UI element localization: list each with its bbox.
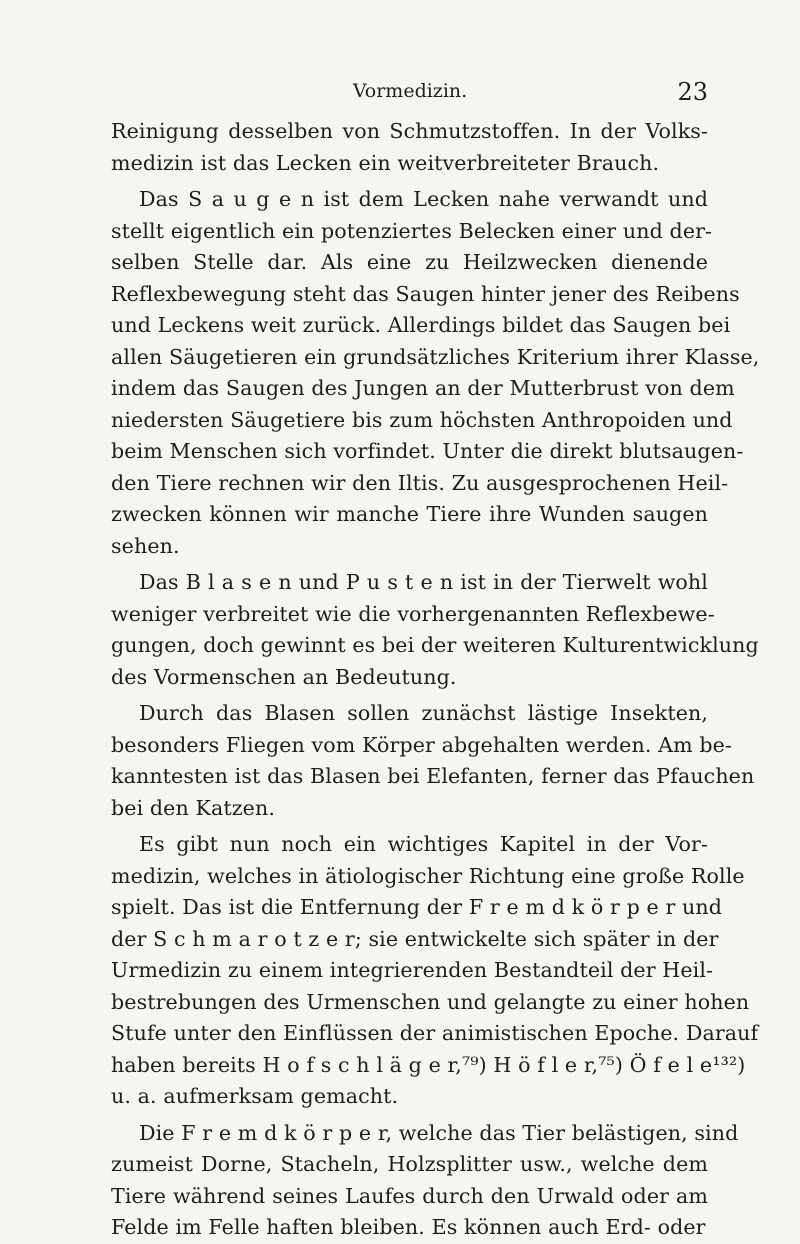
text-line: Das S a u g e n ist dem Lecken nahe verwandt und (139, 187, 708, 211)
page-number: 23 (677, 78, 708, 106)
text-line: der S c h m a r o t z e r; sie entwickelte sich später in der (111, 926, 719, 951)
text-line: den Tiere rechnen wir den Iltis. Zu ausgesprochenen Heil- (111, 470, 729, 495)
paragraph (111, 116, 708, 179)
text-line: Das B l a s e n und P u s t e n ist in der Tierwelt wohl (139, 570, 708, 594)
text-line: medizin, welches in ätiologischer Richtung eine große Rolle (111, 863, 745, 888)
paragraph (111, 1118, 739, 1244)
text-line: allen Säugetieren ein grundsätzliches Kriterium ihrer Klasse, (111, 344, 760, 369)
text-line: selben Stelle dar. Als eine zu Heilzwecken dienende (111, 250, 708, 274)
text-line: stellt eigentlich ein potenziertes Belecken einer und der- (111, 218, 713, 243)
text-line: bestrebungen des Urmenschen und gelangte zu einer hohen (111, 989, 750, 1014)
text-line: Felde im Felle haften bleiben. Es können auch Erd- oder (111, 1215, 706, 1239)
text-line: Durch das Blasen sollen zunächst lästige Insekten, (139, 701, 708, 725)
text-line: Es gibt nun noch ein wichtiges Kapitel in der Vor- (139, 832, 708, 856)
text-line: haben bereits H o f s c h l ä g e r,⁷⁹) H ö f l e r,⁷⁵) Ö f e l e¹³²) (111, 1052, 746, 1077)
paragraph (111, 184, 760, 562)
text-line: sehen. (111, 533, 180, 558)
text-line: zwecken können wir manche Tiere ihre Wunden saugen (111, 502, 708, 526)
text-line: Tiere während seines Laufes durch den Urwald oder am (111, 1183, 708, 1208)
text-line: Urmedizin zu einem integrierenden Bestandteil der Heil- (111, 958, 714, 982)
running-header (112, 74, 708, 108)
body-text (111, 116, 760, 1244)
text-line: Reinigung desselben von Schmutzstoffen. In der Volks- (111, 119, 708, 143)
text-line: beim Menschen sich vorfindet. Unter die direkt blutsaugen- (111, 439, 744, 463)
text-line: gungen, doch gewinnt es bei der weiteren Kulturentwicklung (111, 633, 759, 657)
paragraph (111, 829, 759, 1113)
text-line: Die F r e m d k ö r p e r, welche das Tier belästigen, sind (139, 1120, 739, 1145)
text-line: und Leckens weit zurück. Allerdings bildet das Saugen bei (111, 313, 731, 337)
text-line: des Vormenschen an Bedeutung. (111, 664, 457, 689)
text-line: spielt. Das ist die Entfernung der F r e m d k ö r p e r und (111, 895, 723, 919)
text-line: kanntesten ist das Blasen bei Elefanten, ferner das Pfauchen (111, 764, 755, 788)
text-line: bei den Katzen. (111, 795, 275, 820)
text-line: niedersten Säugetiere bis zum höchsten Anthropoiden und (111, 407, 733, 432)
running-title: Vormedizin. (352, 80, 468, 102)
text-line: Stufe unter den Einflüssen der animistischen Epoche. Darauf (111, 1021, 759, 1045)
text-line: zumeist Dorne, Stacheln, Holzsplitter usw., welche dem (111, 1152, 708, 1176)
text-line: u. a. aufmerksam gemacht. (111, 1084, 399, 1108)
text-line: indem das Saugen des Jungen an der Mutterbrust von dem (111, 376, 735, 400)
text-line: besonders Fliegen vom Körper abgehalten werden. Am be- (111, 732, 732, 757)
text-line: medizin ist das Lecken ein weitverbreiteter Brauch. (111, 150, 660, 175)
paragraph (111, 698, 755, 824)
paragraph (111, 567, 759, 693)
text-line: Reflexbewegung steht das Saugen hinter jener des Reibens (111, 281, 740, 306)
text-line: weniger verbreitet wie die vorhergenannten Reflexbewe- (111, 601, 715, 626)
